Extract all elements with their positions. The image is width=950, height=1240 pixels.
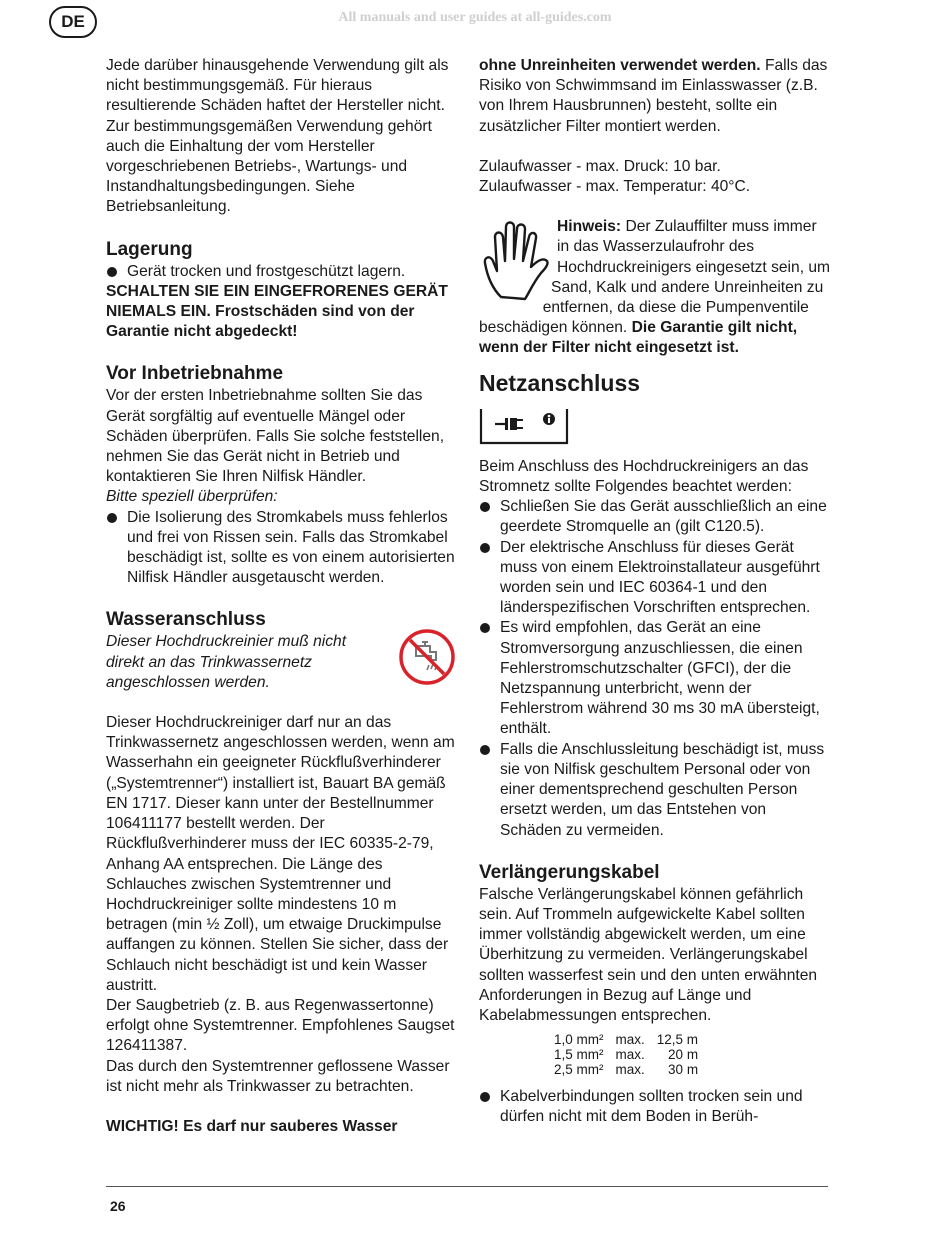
netz-bullet-4: Falls die Anschlussleitung beschädigt ist, muss sie von Nilfisk geschultem Personal oder von einer dementsprechend geschulten Person ersetzt werden, um das Entstehen von Schäden zu vermeiden. <box>500 740 825 839</box>
list-item <box>479 1087 831 1127</box>
cable-table <box>554 1032 698 1077</box>
section-title-vor-inbetriebnahme: Vor Inbetriebnahme <box>106 363 284 385</box>
section-title-netzanschluss: Netzanschluss <box>479 369 641 396</box>
wichtig-notice: WICHTIG! Es darf nur sauberes Wasser <box>106 1117 398 1135</box>
hand-warning-icon <box>479 217 553 301</box>
hint-label: Hinweis: <box>557 218 622 236</box>
list-item <box>479 618 831 739</box>
hint-bold: Die Garantie gilt nicht, wenn der Filter nicht eingesetzt ist. <box>479 319 798 357</box>
cable-length: 12,5 m <box>656 1032 699 1048</box>
table-row <box>554 1032 698 1047</box>
max-pressure: Zulaufwasser - max. Druck: 10 bar. <box>479 157 721 175</box>
section-title-verlaengerungskabel: Verlängerungskabel <box>479 861 660 883</box>
list-item <box>479 538 831 619</box>
continued-bold: ohne Unreinheiten verwendet werden. <box>479 57 761 74</box>
cable-max: max. <box>615 1062 645 1078</box>
netz-intro: Beim Anschluss des Hochdruckreinigers an das Stromnetz sollte Folgendes beachtet werden: <box>479 457 809 496</box>
intro-paragraph: Jede darüber hinausgehende Verwendung gilt als nicht bestimmungsgemäß. Für hieraus resultierende Schäden haftet der Hersteller nicht. Zur bestimmungsgemäßen Verwendung gehört auch die Einhaltung der vom Hersteller vorgeschriebenen Betriebs-, Wartungs- und Instandhaltungsbedingungen. Siehe Betriebsanleitung. <box>106 57 449 216</box>
cable-length: 30 m <box>668 1062 699 1078</box>
list-item <box>479 497 831 537</box>
cable-section: 1,5 mm² <box>554 1047 604 1063</box>
page-number: 26 <box>110 1198 126 1214</box>
wasser-paragraph-2: Der Saugbetrieb (z. B. aus Regenwassertonne) erfolgt ohne Systemtrenner. Empfohlenes Saugset 126411387. <box>106 996 455 1055</box>
wasser-paragraph-3: Das durch den Systemtrenner geflossene Wasser ist nicht mehr als Trinkwasser zu betrachten. <box>106 1057 450 1095</box>
cable-length: 20 m <box>668 1047 699 1063</box>
netz-bullet-3: Es wird empfohlen, das Gerät an eine Stromversorgung anzuschliessen, die einen Fehlerstromschutzschalter (GFCI), der die Netzspannung unterbricht, wenn der Fehlerstrom während 30 ms 30 mA übersteigt, enthält. <box>500 619 820 738</box>
wasser-paragraph-1: Dieser Hochdruckreiniger darf nur an das Trinkwassernetz angeschlossen werden, wenn am Wasserhahn ein geeigneter Rückflußverhinderer („Systemtrenner“) installiert ist, Bauart BA gemäß EN 1717. Dieser kann unter der Bestellnummer 106411177 bestellt werden. Der Rückflußverhinderer muss der IEC 60335-2-79, Anhang AA entsprechen. Die Länge des Schlauches zwischen Systemtrenner und Hochdruckreiniger sollte mindestens 10 m betragen (min ½ Zoll), um etwaige Druckimpulse auffangen zu können. Stellen Sie sicher, dass der Schlauch nicht beschädigt ist und kein Wasser austritt. <box>106 714 455 994</box>
wasser-italic-note: Dieser Hochdruckreinier muß nicht direkt an das Trinkwassernetz angeschlossen werden. <box>106 633 347 691</box>
language-badge: DE <box>49 6 97 38</box>
verl-bullet: Kabelverbindungen sollten trocken sein und dürfen nicht mit dem Boden in Berüh- <box>500 1088 803 1126</box>
hint-text: Der Zulauffilter muss immer in das Wasserzulaufrohr des Hochdruckreinigers eingesetzt sein, um Sand, Kalk und andere Unreinheiten zu entfernen, da diese die Pumpenventile beschädigen können. <box>479 218 831 337</box>
table-row <box>554 1047 698 1062</box>
right-column <box>479 56 831 1128</box>
cable-max: max. <box>615 1032 645 1048</box>
list-item <box>106 508 458 589</box>
vor-check-label: Bitte speziell überprüfen: <box>106 488 278 506</box>
lagerung-warning: SCHALTEN SIE EIN EINGEFRORENES GERÄT NIEMALS EIN. Frostschäden sind von der Garantie nicht abgedeckt! <box>106 282 448 341</box>
section-title-wasseranschluss: Wasseranschluss <box>106 609 266 631</box>
list-item <box>106 262 458 282</box>
continued-text: Falls das Risiko von Schwimmsand im Einlasswasser (z.B. von Ihrem Hausbrunnen) besteht, sollte ein zusätzlicher Filter montiert werden. <box>479 57 828 135</box>
section-title-lagerung: Lagerung <box>106 238 193 260</box>
cable-section: 1,0 mm² <box>554 1032 604 1048</box>
netz-bullet-2: Der elektrische Anschluss für dieses Gerät muss von einem Elektroinstallateur ausgeführt worden sein und IEC 60364-1 und den länderspezifischen Vorschriften entsprechen. <box>500 538 820 617</box>
cable-section: 2,5 mm² <box>554 1062 604 1078</box>
netz-bullet-1: Schließen Sie das Gerät ausschließlich an eine geerdete Stromquelle an (gilt C120.5). <box>500 498 827 536</box>
verl-paragraph: Falsche Verlängerungskabel können gefährlich sein. Auf Trommeln aufgewickelte Kabel sollten immer vollständig abgewickelt werden, um eine Überhitzung zu vermeiden. Verlängerungskabel sollten wasserfest sein und den unten erwähnten Anforderungen in Bezug auf Länge und Kabelabmessungen entsprechen. <box>479 885 818 1024</box>
watermark: All manuals and user guides at all-guides.com <box>338 10 612 25</box>
cable-max: max. <box>615 1047 645 1063</box>
power-plug-icon <box>479 405 571 445</box>
list-item <box>479 740 831 841</box>
hint-box <box>479 217 831 358</box>
vor-paragraph: Vor der ersten Inbetriebnahme sollten Sie das Gerät sorgfältig auf eventuelle Mängel oder Schäden überprüfen. Falls Sie solche feststellen, nehmen Sie das Gerät nicht in Betrieb und kontaktieren Sie Ihren Nilfisk Händler. <box>106 387 445 486</box>
max-temperature: Zulaufwasser - max. Temperatur: 40°C. <box>479 178 751 196</box>
footer-divider <box>106 1186 828 1187</box>
continued-paragraph <box>479 56 831 137</box>
table-row <box>554 1062 698 1077</box>
lagerung-bullet-text: Gerät trocken und frostgeschützt lagern. <box>127 262 406 280</box>
no-drinking-water-icon <box>398 628 456 686</box>
left-column <box>106 56 458 1137</box>
vor-bullet-text: Die Isolierung des Stromkabels muss fehlerlos und frei von Rissen sein. Falls das Stromkabel beschädigt ist, sollte es von einem autorisierten Nilfisk Händler ausgetauscht werden. <box>127 508 455 587</box>
